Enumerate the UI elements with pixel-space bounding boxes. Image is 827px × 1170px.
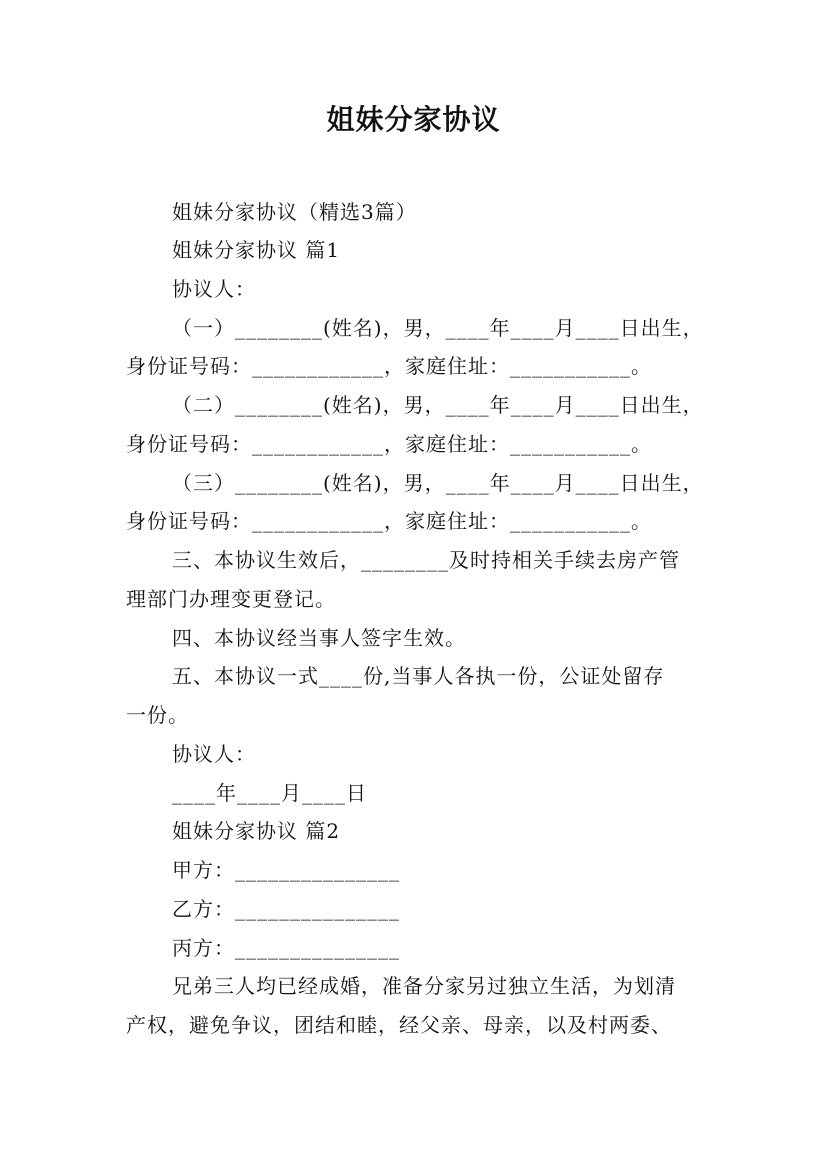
doc-line-party-c: 丙方：_______________ — [172, 936, 400, 960]
doc-line: 三、本协议生效后，________及时持相关手续去房产管 — [172, 548, 680, 572]
doc-line: 一份。 — [126, 703, 189, 727]
doc-line: 协议人： — [172, 742, 256, 766]
doc-line: 兄弟三人均已经成婚，准备分家另过独立生活，为划清 — [172, 974, 676, 998]
doc-line: 协议人： — [172, 277, 256, 301]
doc-line-date: ____年____月____日 — [172, 781, 367, 805]
doc-line-subtitle: 姐妹分家协议（精选3篇） — [172, 200, 417, 224]
doc-line-part1-heading: 姐妹分家协议 篇1 — [172, 238, 341, 262]
doc-line: （三）________(姓名)，男，____年____月____日出生， — [172, 471, 704, 495]
doc-line: 产权，避免争议，团结和睦，经父亲、母亲，以及村两委、 — [126, 1013, 672, 1037]
doc-line-part2-heading: 姐妹分家协议 篇2 — [172, 819, 341, 843]
doc-line-party-b: 乙方：_______________ — [172, 897, 400, 921]
doc-line: （一）________(姓名)，男，____年____月____日出生， — [172, 316, 704, 340]
doc-line: 理部门办理变更登记。 — [126, 587, 336, 611]
doc-line: 五、本协议一式____份,当事人各执一份，公证处留存 — [172, 664, 665, 688]
doc-line: 身份证号码：____________，家庭住址：___________。 — [126, 509, 652, 533]
doc-line: 身份证号码：____________，家庭住址：___________。 — [126, 354, 652, 378]
document-title: 姐妹分家协议 — [326, 103, 501, 136]
doc-line-party-a: 甲方：_______________ — [172, 858, 400, 882]
doc-line: 身份证号码：____________，家庭住址：___________。 — [126, 432, 652, 456]
doc-line: （二）________(姓名)，男，____年____月____日出生， — [172, 393, 704, 417]
doc-line: 四、本协议经当事人签字生效。 — [172, 626, 466, 650]
